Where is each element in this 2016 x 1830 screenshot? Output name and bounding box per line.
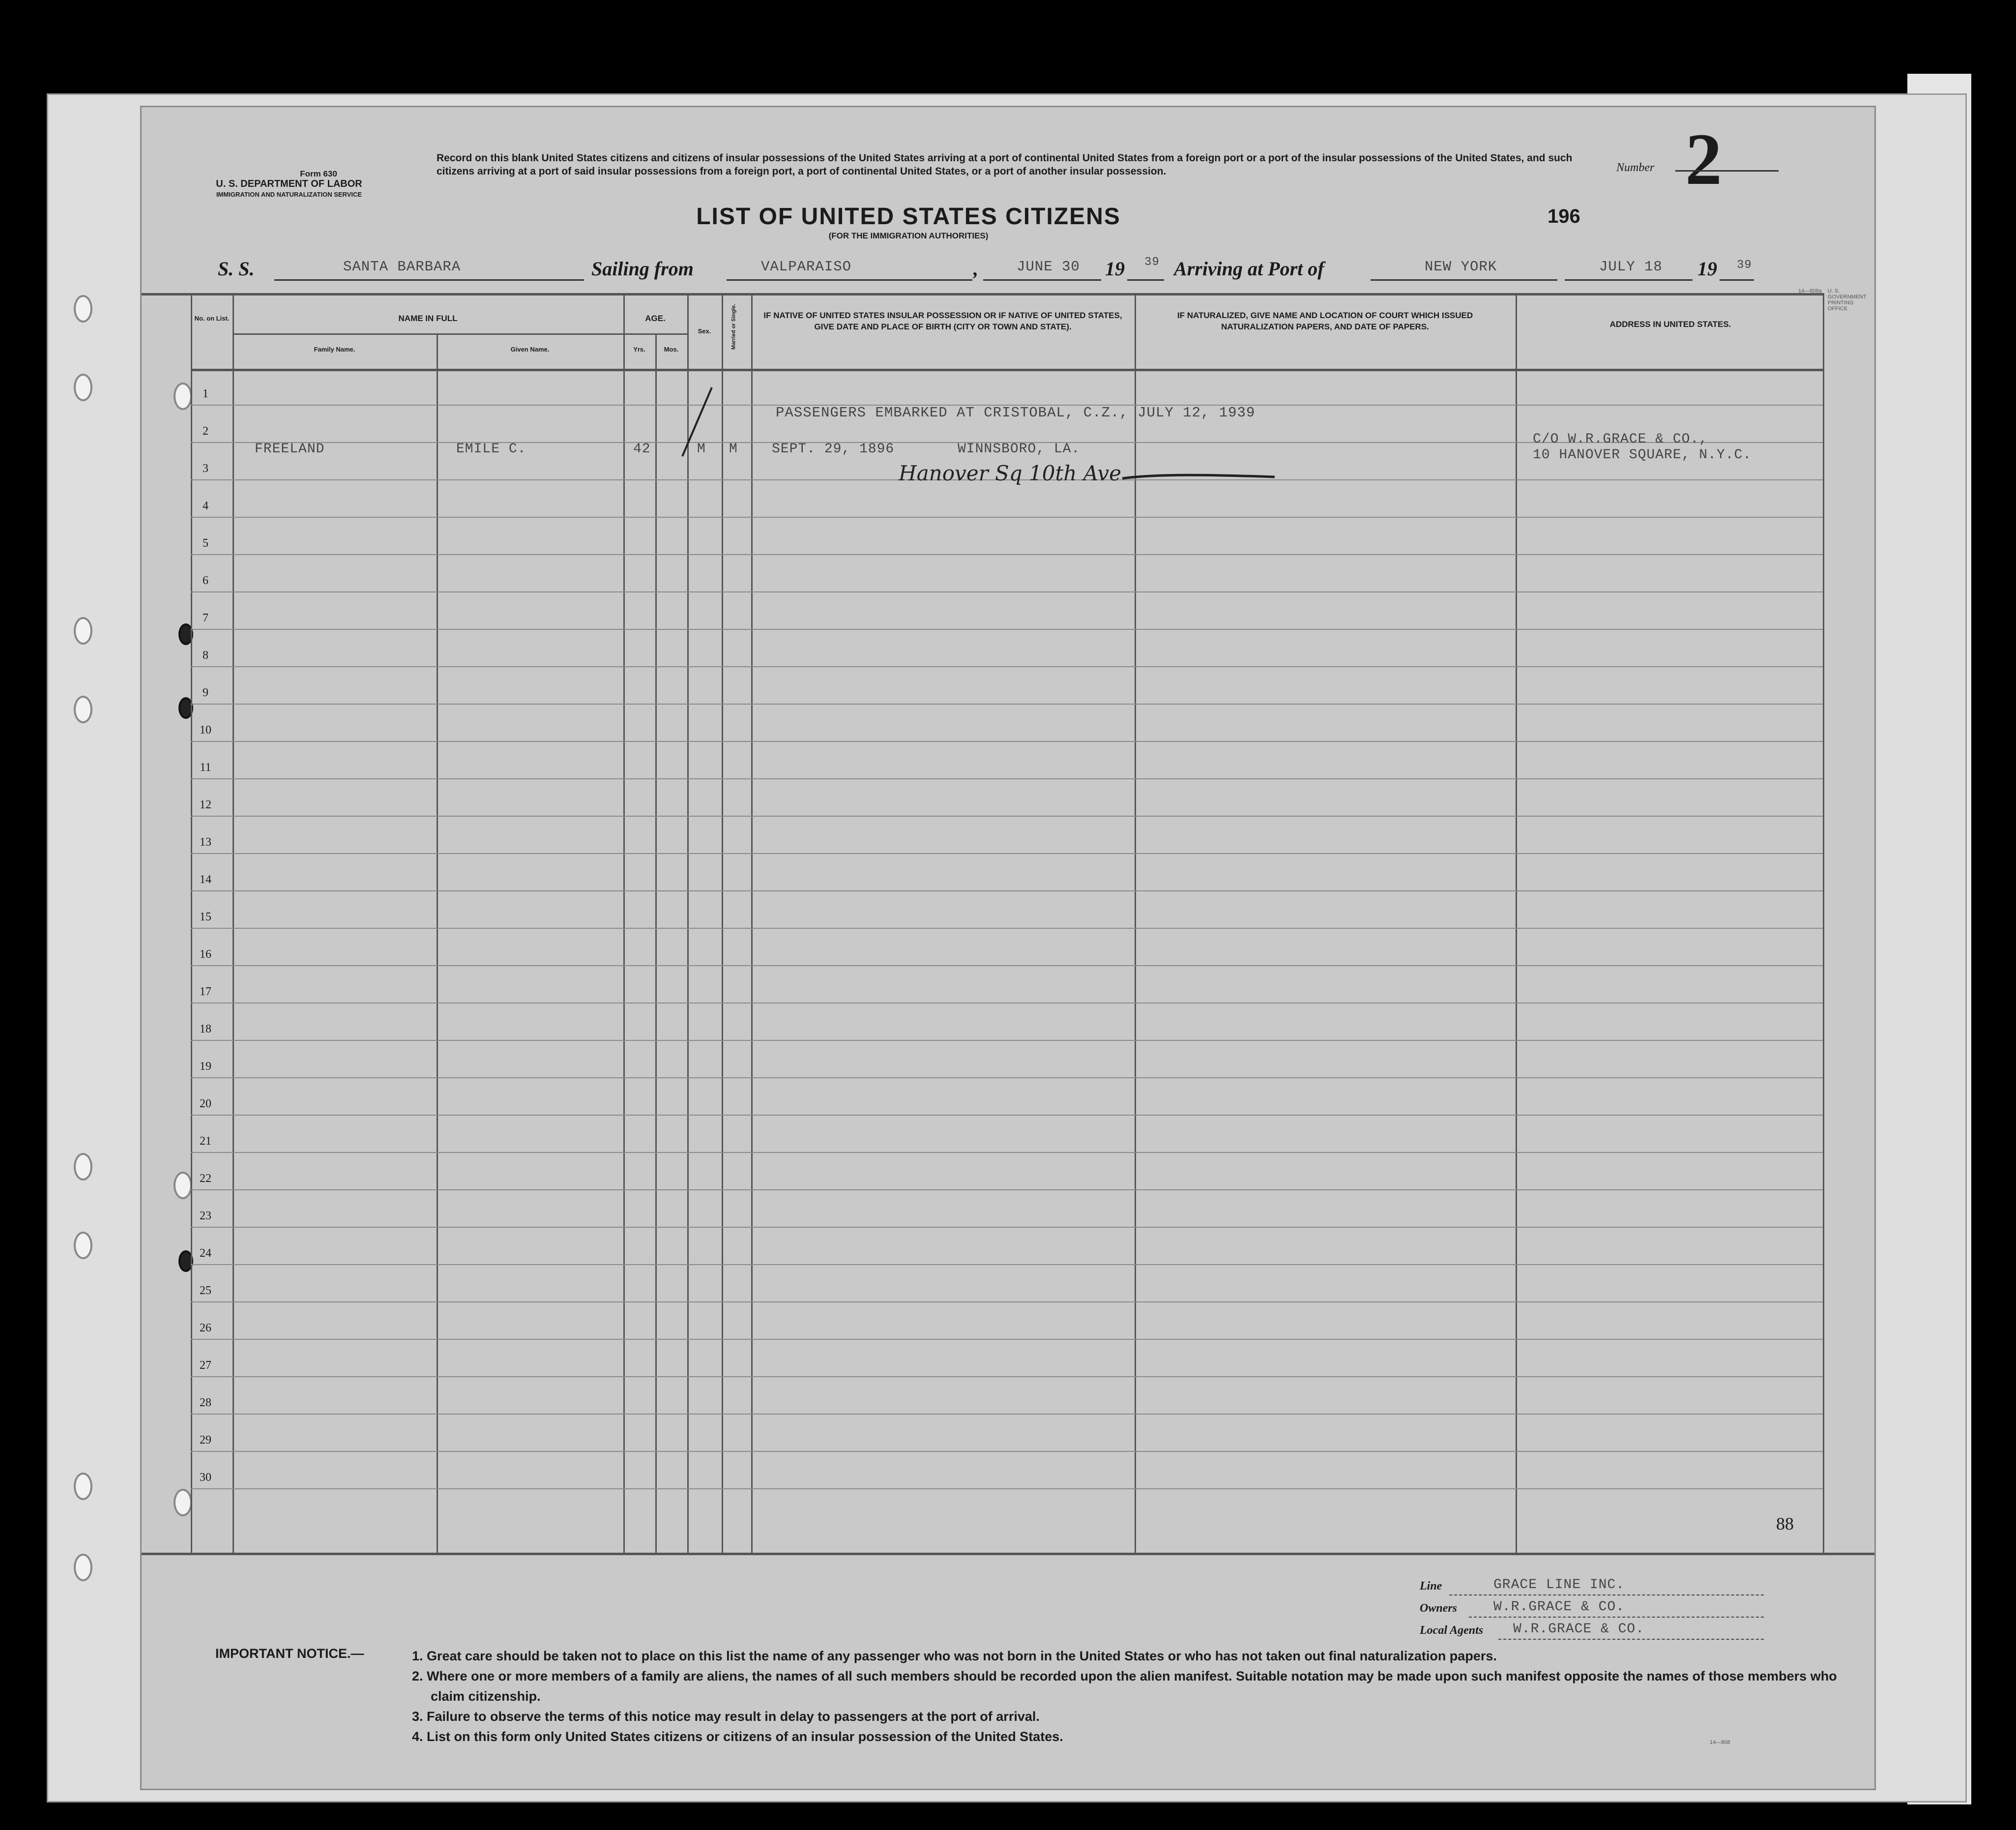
row-line (191, 517, 1823, 518)
given-name-entry: EMILE C. (456, 442, 526, 457)
row-line (191, 1040, 1823, 1041)
row-line (191, 778, 1823, 779)
row-line (191, 1301, 1823, 1302)
page-number: 88 (1776, 1514, 1794, 1534)
row-number: 11 (200, 761, 211, 774)
row-number: 18 (200, 1023, 211, 1035)
print-mark: 14—808a (1798, 288, 1822, 294)
col-address: ADDRESS IN UNITED STATES. (1609, 320, 1731, 329)
row-number: 13 (200, 836, 211, 849)
list-code: 196 (1548, 206, 1580, 227)
row-number: 16 (200, 948, 211, 961)
punch-hole (174, 1489, 192, 1516)
row-number: 6 (203, 574, 208, 587)
department: U. S. DEPARTMENT OF LABOR (216, 178, 362, 189)
row-number: 7 (203, 612, 208, 624)
col-rule (233, 293, 234, 1554)
row-line (191, 704, 1823, 705)
col-rule (722, 293, 723, 1554)
notice-item-4: 4. List on this form only United States citizens or citizens of an insular possession of the United States. (412, 1729, 1063, 1744)
col-sex: Sex. (698, 327, 711, 335)
row-number: 17 (200, 985, 211, 998)
col-married-single: Married or Single. (730, 304, 737, 350)
col-age-yrs: Yrs. (633, 346, 645, 353)
table-bottom-rule (142, 1553, 1874, 1555)
notice-lead: IMPORTANT NOTICE.— (215, 1646, 364, 1661)
row-line (191, 1339, 1823, 1340)
check-stroke (672, 383, 722, 461)
sailing-date-underline (983, 279, 1101, 281)
arrival-date-underline (1565, 279, 1693, 281)
arrival-port-underline (1371, 279, 1557, 281)
binder-hole (74, 1153, 92, 1181)
sailing-port-underline (727, 279, 972, 281)
row-line (191, 1376, 1823, 1377)
col-age-mos: Mos. (664, 346, 679, 353)
row-number: 3 (203, 462, 208, 475)
form-id-block (166, 169, 412, 200)
row-line (191, 1003, 1823, 1004)
line-label: Line (1420, 1580, 1442, 1593)
row-number: 26 (200, 1322, 211, 1334)
form-subtitle: (FOR THE IMMIGRATION AUTHORITIES) (828, 231, 989, 240)
row-line (191, 816, 1823, 817)
form-title: LIST OF UNITED STATES CITIZENS (696, 204, 1121, 230)
col-native-info: IF NATIVE OF UNITED STATES INSULAR POSSESSION OR IF NATIVE OF UNITED STATES, GIVE DATE AND PLACE OF BIRTH (CITY OR TOWN AND STATE). (763, 311, 1122, 331)
local-agents-label: Local Agents (1420, 1624, 1484, 1637)
header-bottom-rule (191, 369, 1823, 371)
row-number: 20 (200, 1097, 211, 1110)
row-number: 19 (200, 1060, 211, 1073)
row-line (191, 965, 1823, 966)
punch-hole (174, 383, 192, 410)
family-name-entry: FREELAND (255, 442, 325, 457)
notice-item-3: 3. Failure to observe the terms of this notice may result in delay to passengers at the port of arrival. (412, 1709, 1040, 1724)
sailing-year-underline (1127, 279, 1164, 281)
row-line (191, 666, 1823, 667)
col-rule (1516, 293, 1517, 1554)
arrival-year: 39 (1737, 259, 1752, 272)
manifest-form (140, 106, 1876, 1790)
binder-hole (74, 1232, 92, 1259)
row-number: 25 (200, 1284, 211, 1297)
arrival-date: JULY 18 (1599, 259, 1663, 275)
row-number: 24 (200, 1247, 211, 1260)
birth-place-entry: WINNSBORO, LA. (958, 442, 1081, 457)
col-family-name: Family Name. (314, 346, 355, 353)
local-agents-value: W.R.GRACE & CO. (1513, 1622, 1645, 1637)
arriving-label: Arriving at Port of (1174, 258, 1324, 280)
binder-hole (74, 374, 92, 401)
ship-name: SANTA BARBARA (343, 259, 461, 275)
row-number: 12 (200, 798, 211, 811)
row-number: 21 (200, 1135, 211, 1148)
row-number: 9 (203, 686, 208, 699)
punch-hole (174, 1172, 192, 1199)
number-label: Number (1616, 161, 1655, 174)
row-number: 23 (200, 1210, 211, 1222)
sailing-year: 39 (1144, 256, 1160, 269)
owners-label: Owners (1420, 1602, 1458, 1615)
notice-list (412, 1646, 1847, 1747)
row-number: 5 (203, 537, 208, 550)
marital-entry: M (729, 442, 738, 457)
line-underline (1449, 1594, 1764, 1595)
row-number: 8 (203, 649, 208, 662)
ss-label: S. S. (218, 258, 255, 280)
row-line (191, 1115, 1823, 1116)
printing-office: U. S. GOVERNMENT PRINTING OFFICE (1828, 288, 1867, 312)
notice-item-1: 1. Great care should be taken not to place on this list the name of any passenger who was not born in the United States or who has not taken out final naturalization papers. (412, 1649, 1497, 1663)
col-name-in-full: NAME IN FULL (398, 314, 458, 323)
row-line (191, 554, 1823, 555)
sex-entry: M (697, 442, 706, 457)
col-rule (687, 293, 689, 1554)
row-number: 30 (200, 1471, 211, 1484)
row-line (191, 629, 1823, 630)
age-subheader-rule (623, 333, 687, 335)
arrival-year-prefix: 19 (1697, 258, 1717, 280)
address-line-2: 10 HANOVER SQUARE, N.Y.C. (1533, 447, 1752, 463)
comma-mark: , (973, 258, 978, 280)
row-line (191, 928, 1823, 929)
row-line (191, 853, 1823, 854)
owners-underline (1469, 1617, 1764, 1618)
row-number: 1 (203, 387, 208, 400)
address-line-1: C/O W.R.GRACE & CO., (1533, 432, 1708, 447)
list-number: 2 (1685, 118, 1722, 200)
binder-hole (74, 1554, 92, 1581)
col-rule (1823, 293, 1824, 1554)
form-number: Form 630 (300, 169, 337, 178)
row-number: 27 (200, 1359, 211, 1372)
sailing-from-label: Sailing from (591, 258, 694, 280)
col-given-name: Given Name. (510, 346, 550, 353)
row-line (191, 890, 1823, 891)
sailing-date: JUNE 30 (1017, 259, 1080, 275)
row-line (191, 1227, 1823, 1228)
arrival-port: NEW YORK (1425, 259, 1497, 275)
row-line (191, 1189, 1823, 1190)
form-code-bottom: 14—808 (1710, 1740, 1730, 1745)
col-age: AGE. (645, 314, 666, 323)
col-no-on-list: No. on List. (194, 315, 230, 322)
row-line (191, 1414, 1823, 1415)
row-line (191, 1451, 1823, 1452)
row-line (191, 1077, 1823, 1078)
birth-date-entry: SEPT. 29, 1896 (772, 442, 895, 457)
service: IMMIGRATION AND NATURALIZATION SERVICE (216, 191, 362, 198)
sailing-year-prefix: 19 (1105, 258, 1125, 280)
col-rule (751, 293, 753, 1554)
row-number: 29 (200, 1434, 211, 1446)
row-number: 14 (200, 873, 211, 886)
binder-hole (74, 696, 92, 723)
row-line (191, 1488, 1823, 1489)
row-line (191, 1152, 1823, 1153)
col-rule (623, 293, 625, 1554)
row-number: 2 (203, 425, 208, 438)
name-subheader-rule (233, 333, 655, 335)
owners-value: W.R.GRACE & CO. (1493, 1599, 1625, 1615)
table-top-rule (142, 293, 1823, 295)
embark-note: PASSENGERS EMBARKED AT CRISTOBAL, C.Z., JULY 12, 1939 (776, 405, 1256, 421)
row-line (191, 1264, 1823, 1265)
form-instructions: Record on this blank United States citizens and citizens of insular possessions of the United States arriving at a port of continental United States from a foreign port or a port of the insular possessions of the United States, and such citizens arriving at a port of said insular possessions from a foreign port, a port of continental United States, or a port of another insular possession. (437, 152, 1573, 177)
line-value: GRACE LINE INC. (1493, 1577, 1625, 1593)
handwritten-underline (1120, 471, 1277, 486)
local-agents-underline (1498, 1639, 1764, 1640)
row-number: 15 (200, 911, 211, 923)
row-number: 22 (200, 1172, 211, 1185)
age-years-entry: 42 (633, 442, 651, 457)
col-naturalized-info: IF NATURALIZED, GIVE NAME AND LOCATION OF COURT WHICH ISSUED NATURALIZATION PAPERS, AND DATE OF PAPERS. (1177, 311, 1473, 331)
row-number: 10 (200, 724, 211, 737)
row-number: 4 (203, 500, 208, 512)
binder-hole (74, 1473, 92, 1500)
handwritten-note: Hanover Sq 10th Ave (899, 461, 1121, 485)
binder-hole (74, 295, 92, 323)
ship-underline (274, 279, 584, 281)
arrival-year-underline (1720, 279, 1754, 281)
row-line (191, 591, 1823, 592)
notice-item-2: 2. Where one or more members of a family are aliens, the names of all such members should be recorded upon the alien manifest. Suitable notation may be made upon such manifest opposite the names of those members who claim citizenship. (412, 1669, 1837, 1704)
sailing-port: VALPARAISO (761, 259, 852, 275)
binder-hole (74, 617, 92, 645)
row-number: 28 (200, 1396, 211, 1409)
row-line (191, 741, 1823, 742)
number-underline (1675, 170, 1779, 172)
